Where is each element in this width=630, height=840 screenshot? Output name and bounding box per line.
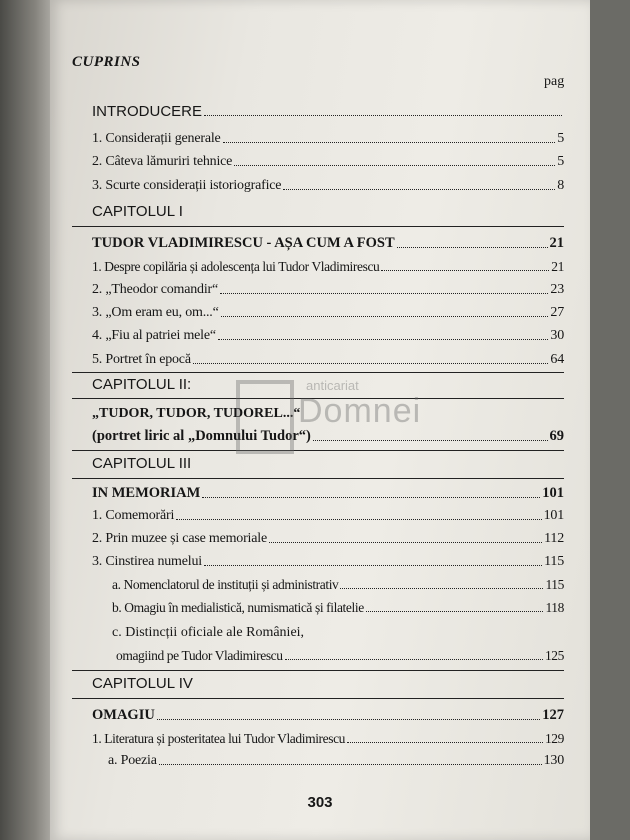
toc-entry: [92, 259, 564, 275]
toc-entry-page: 127: [542, 707, 564, 723]
toc-entry-chapter-title: [92, 707, 564, 724]
toc-entry-page: 5: [557, 131, 564, 146]
toc-entry-title: 5. Portret în epocă: [92, 352, 191, 367]
dot-leader: [159, 764, 542, 765]
toc-subentry: [116, 648, 564, 664]
dot-leader: [176, 519, 541, 520]
dot-leader: [269, 542, 542, 543]
toc-subentry: [108, 753, 564, 769]
chapter-label-1: CAPITOLUL I: [92, 203, 183, 220]
toc-entry-page: 125: [544, 648, 564, 663]
dot-leader: [366, 611, 544, 612]
dot-leader: [381, 270, 549, 271]
dot-leader: [283, 189, 555, 190]
toc-entry-page: 64: [550, 352, 564, 367]
toc-entry-page: 112: [544, 531, 564, 546]
toc-entry-page: 101: [542, 485, 564, 501]
dot-leader: [202, 497, 540, 498]
toc-entry-title: INTRODUCERE: [92, 103, 203, 120]
dot-leader: [347, 742, 543, 743]
toc-entry-introducere: [92, 103, 564, 120]
divider: [72, 698, 564, 699]
dot-leader: [221, 316, 549, 317]
dot-leader: [204, 565, 542, 566]
toc-entry-page: 27: [550, 305, 564, 320]
dot-leader: [223, 142, 556, 143]
toc-entry-page: 30: [550, 328, 564, 343]
toc-entry-page: 21: [549, 235, 564, 251]
toc-entry: [92, 531, 564, 547]
toc-entry-title: 2. Câteva lămuriri tehnice: [92, 154, 233, 169]
dot-leader: [397, 247, 548, 248]
toc-entry-page: 8: [557, 178, 564, 193]
toc-entry-title: omagiind pe Tudor Vladimirescu: [116, 648, 283, 663]
toc-entry-page: 21: [551, 259, 564, 274]
book-page: [50, 0, 590, 840]
table-of-contents: [50, 0, 590, 840]
toc-entry-title: a. Nomenclatorul de instituții și administrativ: [112, 577, 339, 592]
dot-leader: [218, 339, 549, 340]
dot-leader: [204, 115, 562, 116]
toc-entry-title: (portret liric al „Domnului Tudor“): [92, 428, 311, 444]
toc-entry-page: 115: [544, 554, 564, 569]
toc-subentry: [112, 577, 564, 593]
chapter-title: „TUDOR, TUDOR, TUDOREL...“: [92, 406, 301, 421]
toc-heading: CUPRINS: [72, 54, 141, 70]
toc-subentry-title-line: c. Distincții oficiale ale României,: [112, 625, 305, 640]
dot-leader: [220, 293, 548, 294]
toc-entry-page: 115: [545, 577, 564, 592]
toc-entry: [92, 554, 564, 570]
toc-entry: [92, 282, 564, 298]
toc-entry: [92, 178, 564, 194]
toc-entry-title: OMAGIU: [92, 707, 155, 723]
toc-entry-title: 3. „Om eram eu, om...“: [92, 305, 219, 320]
divider: [72, 226, 564, 227]
toc-entry: [92, 352, 564, 368]
dot-leader: [234, 165, 555, 166]
toc-entry-chapter-title: [92, 235, 564, 252]
toc-entry-title: 2. Prin muzee și case memoriale: [92, 531, 267, 546]
book-gutter: [0, 0, 50, 840]
toc-entry-title: 2. „Theodor comandir“: [92, 282, 219, 297]
toc-entry-page: 23: [550, 282, 564, 297]
toc-subentry: [112, 600, 564, 616]
toc-entry: [92, 305, 564, 321]
toc-entry-page: 118: [545, 600, 564, 615]
chapter-label-3: CAPITOLUL III: [92, 455, 192, 472]
toc-entry-page: 69: [549, 428, 564, 444]
toc-entry-chapter-title: [92, 485, 564, 502]
dot-leader: [313, 440, 548, 441]
toc-entry-title: IN MEMORIAM: [92, 485, 201, 501]
dot-leader: [285, 659, 543, 660]
toc-entry-title: a. Poezia: [108, 753, 157, 768]
dot-leader: [193, 363, 549, 364]
toc-entry-page: 129: [544, 731, 564, 746]
toc-entry: [92, 328, 564, 344]
watermark-line1: anticariat: [306, 378, 359, 393]
chapter-label-2: CAPITOLUL II:: [92, 376, 192, 393]
toc-entry-title: 3. Cinstirea numelui: [92, 554, 202, 569]
toc-entry-page: 130: [543, 753, 564, 768]
page-number: 303: [307, 794, 333, 811]
watermark-line2: Domnei: [298, 392, 422, 430]
chapter-label-4: CAPITOLUL IV: [92, 675, 193, 692]
toc-entry-page: 101: [543, 508, 564, 523]
toc-entry-title: b. Omagiu în medialistică, numismatică și filatelie: [112, 600, 364, 615]
toc-entry-title: 1. Literatura și posteritatea lui Tudor Vladimirescu: [92, 731, 346, 746]
toc-entry-title: 4. „Fiu al patriei mele“: [92, 328, 216, 343]
divider: [72, 372, 564, 373]
toc-entry: [92, 731, 564, 747]
page-column-label: pag: [544, 74, 565, 89]
divider: [72, 670, 564, 671]
toc-entry-title: 1. Comemorări: [92, 508, 175, 523]
toc-entry-title: TUDOR VLADIMIRESCU - AȘA CUM A FOST: [92, 235, 395, 251]
toc-entry-chapter-title: [92, 428, 564, 445]
toc-entry: [92, 131, 564, 147]
toc-entry-title: 1. Despre copilăria și adolescența lui Tudor Vladimirescu: [92, 259, 380, 274]
toc-entry-title: 3. Scurte considerații istoriografice: [92, 178, 282, 193]
divider: [72, 478, 564, 479]
divider: [72, 398, 564, 399]
divider: [72, 450, 564, 451]
toc-entry-page: 5: [557, 154, 564, 169]
dot-leader: [340, 588, 543, 589]
dot-leader: [157, 719, 540, 720]
toc-entry: [92, 154, 564, 170]
toc-entry-title: 1. Considerații generale: [92, 131, 221, 146]
toc-entry: [92, 508, 564, 524]
